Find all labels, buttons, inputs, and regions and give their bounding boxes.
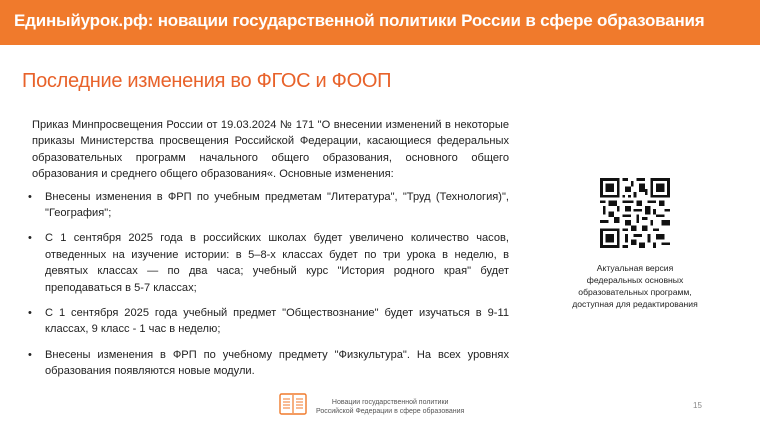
bullet-dot-icon: • (28, 190, 32, 203)
header-bar (0, 0, 760, 45)
bullet-text: С 1 сентября 2025 года в российских школах будет увеличено количество часов, отведенных на изучение истории: в 5–8-х классах будет по три урока в неделю, в девятых классах — по два часа; учебный курс "История родного края" будет преподаваться в 5-7 классах; (45, 232, 509, 294)
footer-line-2: Российской Федерации в сфере образования (316, 408, 465, 415)
slide-content (28, 117, 509, 389)
bullet-dot-icon: • (28, 232, 32, 245)
header-title: Единыйурок.рф: новации государственной политики России в сфере образования (14, 11, 705, 30)
book-logo-icon (279, 393, 307, 415)
slide-title: Последние изменения во ФГОС и ФООП (22, 70, 392, 92)
footer-caption (316, 398, 464, 416)
bullet-item (28, 230, 509, 296)
intro-paragraph: Приказ Минпросвещения России от 19.03.2024 № 171 "О внесении изменений в некоторые приказы Министерства просвещения Российской Федерации, касающиеся федеральных образовательных программ начального общего образования, основного общего образования и среднего общего образования«. Основные изменения: (32, 119, 509, 181)
page-number: 15 (693, 401, 702, 410)
bullet-dot-icon: • (28, 348, 32, 361)
bullet-text: С 1 сентября 2025 года учебный предмет "Обществознание" будет изучаться в 9-11 классах, 9 класс - 1 час в неделю; (45, 307, 509, 336)
footer-line-1: Новации государственной политики (331, 399, 449, 406)
bullet-text: Внесены изменения в ФРП по учебным предметам "Литература", "Труд (Технология)", "География"; (45, 190, 509, 220)
bullet-item (28, 305, 509, 338)
bullet-list (28, 189, 509, 380)
bullet-item (28, 189, 509, 222)
bullet-item (28, 347, 509, 380)
qr-caption: Актуальная версия федеральных основных образовательных программ, доступная для редактирования (572, 263, 698, 309)
qr-code-icon[interactable] (600, 178, 670, 248)
bullet-text: Внесены изменения в ФРП по учебному предмету "Физкультура". На всех уровнях образования появляются новые модули. (45, 348, 509, 378)
bullet-dot-icon: • (28, 307, 32, 320)
